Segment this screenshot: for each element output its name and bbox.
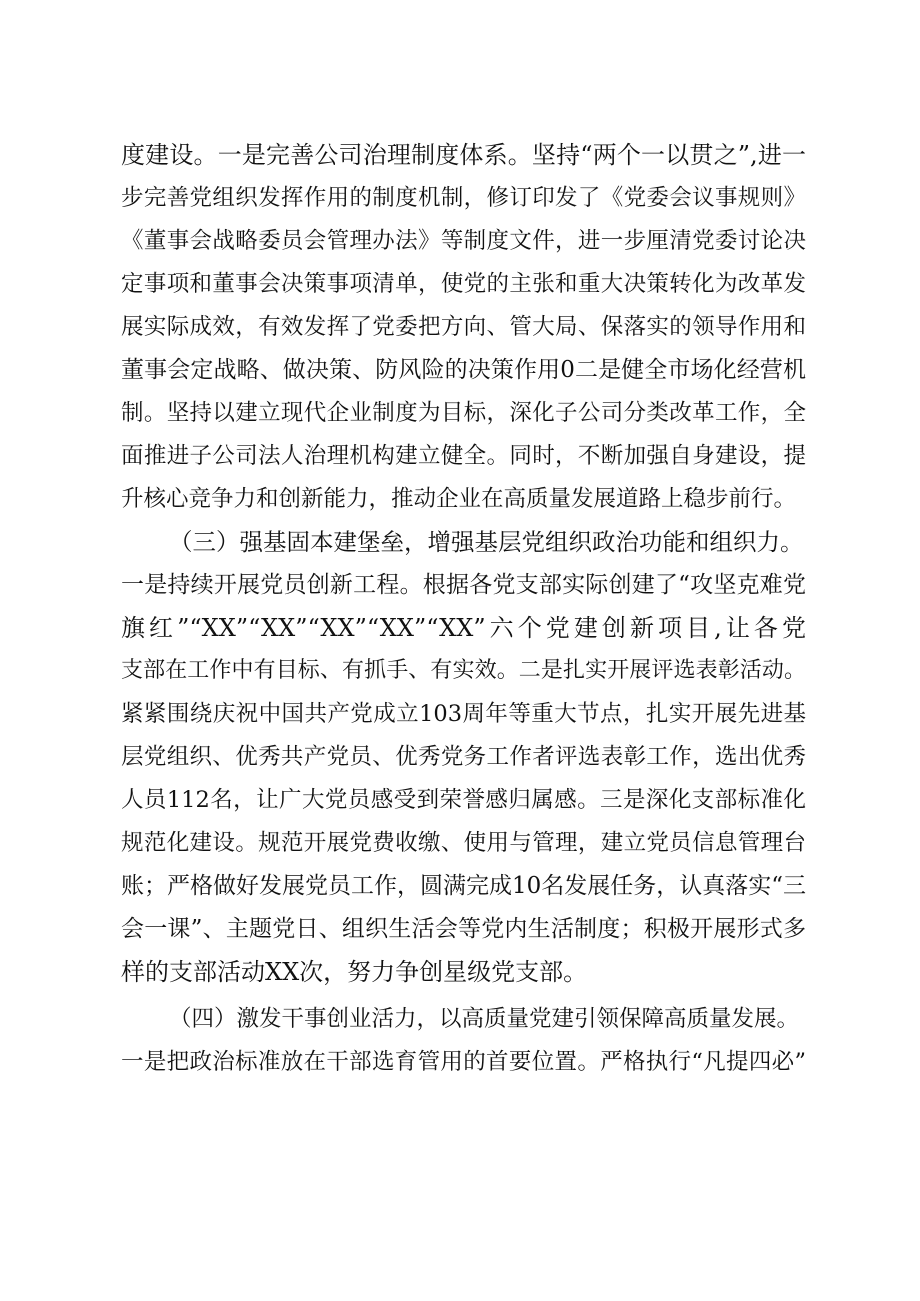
text-line: 紧紧围绕庆祝中国共产党成立103周年等重大节点，扎实开展先进基 (121, 701, 806, 727)
text-line: 支部在工作中有目标、有抓手、有实效。二是扎实开展评选表彰活动。 (121, 658, 806, 683)
text-line: 度建设。一是完善公司治理制度体系。坚持“两个一以贯之”,进一 (121, 141, 806, 169)
text-line: 层党组织、优秀共产党员、优秀党务工作者评选表彰工作，选出优秀 (121, 744, 806, 770)
text-line: 账；严格做好发展党员工作，圆满完成10名发展任务，认真落实“三 (121, 873, 807, 899)
text-line: 董事会定战略、做决策、防风险的决策作用0二是健全市场化经营机 (121, 357, 806, 383)
paragraph-section-three (121, 528, 806, 1001)
text-line: 样的支部活动XX次，努力争创星级党支部。 (121, 958, 588, 986)
text-line: 《董事会战略委员会管理办法》等制度文件，进一步厘清党委讨论决 (121, 228, 806, 254)
text-line: 步完善党组织发挥作用的制度机制，修订印发了《党委会议事规则》 (121, 185, 806, 211)
paragraph-governance (121, 141, 806, 528)
section-heading: （四）激发干事创业活力，以高质量党建引领保障高质量发展。 (169, 1006, 800, 1032)
text-line: 展实际成效，有效发挥了党委把方向、管大局、保落实的领导作用和 (121, 314, 806, 340)
text-line: 制。坚持以建立现代企业制度为目标，深化子公司分类改革工作，全 (121, 400, 806, 426)
text-line: 人员112名，让广大党员感受到荣誉感归属感。三是深化支部标准化 (121, 787, 806, 813)
text-line: 一是持续开展党员创新工程。根据各党支部实际创建了“攻坚克难党 (121, 572, 806, 598)
document-body (121, 141, 806, 1091)
text-line: 会一课”、主题党日、组织生活会等党内生活制度；积极开展形式多 (121, 916, 806, 942)
text-line: 定事项和董事会决策事项清单，使党的主张和重大决策转化为改革发 (121, 271, 806, 297)
paragraph-section-four (121, 1005, 806, 1091)
text-line: 升核心竞争力和创新能力，推动企业在高质量发展道路上稳步前行。 (121, 486, 797, 512)
text-line: 旗红”“XX”“XX”“XX”“XX”“XX”六个党建创新项目,让各党 (121, 614, 806, 642)
text-line: 规范化建设。规范开展党费收缴、使用与管理，建立党员信息管理台 (121, 830, 806, 856)
section-heading: （三）强基固本建堡垒，增强基层党组织政治功能和组织力。 (169, 528, 804, 556)
text-line: 面推进子公司法人治理机构建立健全。同时，不断加强自身建设，提 (121, 443, 806, 469)
text-line: 一是把政治标准放在干部选育管用的首要位置。严格执行“凡提四必” (121, 1049, 806, 1075)
